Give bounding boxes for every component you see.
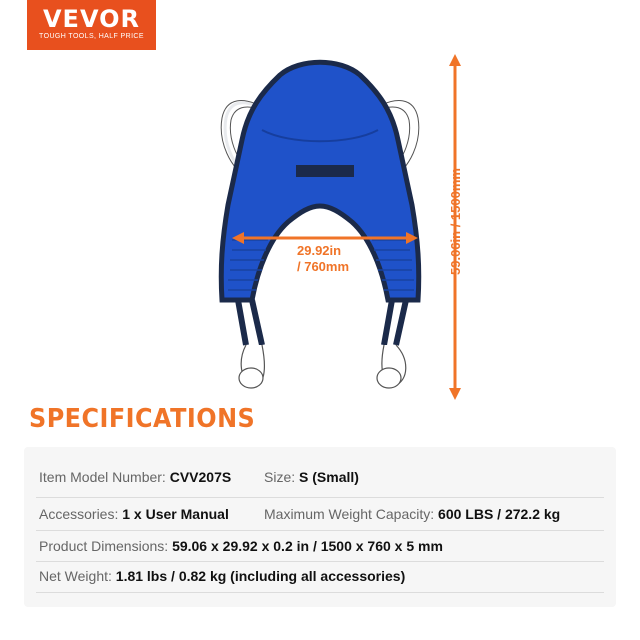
spec-row-accessories (24, 499, 616, 529)
capacity-value: 600 LBS / 272.2 kg (438, 506, 561, 522)
vevor-logo (27, 0, 156, 50)
weight-label: Net Weight: (39, 568, 112, 584)
patient-lift-sling-image (0, 50, 640, 410)
specifications-table (24, 447, 616, 607)
left-strap-loop (239, 368, 263, 388)
capacity-label: Maximum Weight Capacity: (264, 506, 435, 522)
dimensions-label: Product Dimensions: (39, 538, 169, 554)
model-label: Item Model Number: (39, 469, 166, 485)
width-label-in: 29.92in (297, 243, 342, 258)
dimensions-value: 59.06 x 29.92 x 0.2 in / 1500 x 760 x 5 mm (172, 538, 443, 554)
height-label: 59.06in / 1500mm (448, 168, 463, 275)
right-leg-strap (384, 300, 406, 345)
brand-name: VEVOR (42, 5, 140, 33)
accessories-label: Accessories: (39, 506, 119, 522)
divider (36, 497, 604, 498)
size-label: Size: (264, 469, 296, 485)
accessories-value: 1 x User Manual (122, 506, 229, 522)
divider (36, 592, 604, 593)
spec-row-weight (24, 561, 616, 591)
size-value: S (Small) (299, 469, 359, 485)
spec-row-model (24, 462, 616, 492)
weight-value: 1.81 lbs / 0.82 kg (including all accessories) (115, 568, 406, 584)
model-value: CVV207S (169, 469, 232, 485)
brand-tagline: TOUGH TOOLS, HALF PRICE (39, 33, 144, 40)
handle-strap (296, 165, 354, 177)
right-strap-loop (377, 368, 401, 388)
specifications-title: SPECIFICATIONS (29, 404, 256, 434)
spec-row-dimensions (24, 531, 616, 561)
left-leg-strap (238, 300, 262, 345)
width-label-mm: / 760mm (297, 259, 350, 274)
